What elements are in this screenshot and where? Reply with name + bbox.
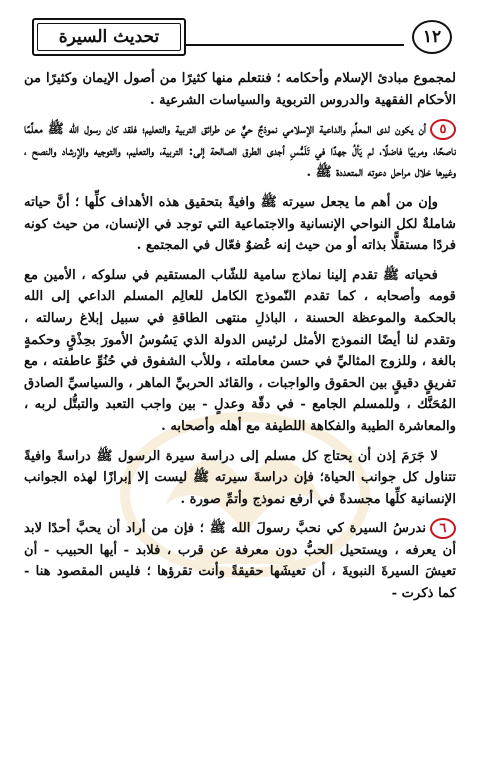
point-number-marker: ٥ [430,119,456,140]
paragraph-4 [24,265,456,438]
page-number: ١٢ [412,20,452,54]
paragraph-5 [24,446,456,511]
paragraph-1 [24,68,456,111]
paragraph-text: أن يكون لدى المعلِّم والداعية الإسلامي نموذجٌ حيٌّ عن طرائق التربية والتعليم؛ فلقد كان رسول الله ﷺ معلِّمًا ناصحًا، ومربيًا فاضلًا، لم يَألُ جهدًا في تَلَمُّسِ أجدى الطرق الصالحة إلى: التربية، والتعليم، والتوجيه والإرشاد والنصح ، وغيرها خلال مراحل دعوته المتعددة ﷺ . [24,122,456,181]
paragraph-2 [24,119,456,184]
point-number-marker: ٦ [430,518,456,539]
paragraph-text: لمجموع مبادئ الإسلام وأحكامه ؛ فنتعلم منها كثيرًا من أصول الإيمان وكثيرًا من الأحكام الفقهية والدروس التربوية والسياسات الشرعية . [24,71,456,108]
running-title-text: تحديث السيرة [58,27,160,47]
paragraph-6 [24,518,456,604]
page-body [24,68,456,613]
paragraph-text: لا جَرَمَ إذن أن يحتاج كل مسلم إلى دراسة سيرة الرسول ﷺ دراسةً وافيةً تتناول كل جوانب الحياة؛ فإن دراسةَ سيرته ﷺ ليست إلا إبرازًا لهذه الجوانب الإنسانية كلِّها مجسدةً في أرفع نموذج وأتمِّ صورة . [24,448,456,507]
paragraph-text: ندرسُ السيرة كي نحبَّ رسولَ الله ﷺ ؛ فإن من أراد أن يحبَّ أحدًا لابد أن يعرفه ، ويستحيل الحبُّ دون معرفة عن قرب ، فلابد - أيها الحبيب - أن تعيشَ السيرةَ النبويةَ ، أن تعيشَها حقيقةً وأنت تقرؤها ؛ فليس المقصود هنا - كما ذكرت - [24,521,456,602]
paragraph-text: فحياته ﷺ تقدم إلينا نماذج سامية للشّاب المستقيم في سلوكه ، الأمين مع قومه وأصحابه ، كما تقدم النّموذج الكامل للعالِم المسلم الداعي إلى الله بالحكمة والموعظة الحسنة ، الباذلِ منتهى الطاقةِ في سبيل إبلاغ رسالته ، وتقدم لنا أيضًا النموذج الأمثل لرئيس الدولة الذي يَسُوسُ الأمورَ بحِذْقٍ وحكمةٍ بالغة ، وللزوج المثاليِّ في حسن معاملته ، وللأب الشفوق في حُنُوِّ عاطفته ، مع تفريقٍ دقيقٍ بين الحقوق والواجبات ، والقائد الحربيِّ الماهر ، والسياسيِّ الصادق المُحَنَّك ، وللمسلم الجامع - في دقّة وعدلٍ - بين واجب التعبد والتبتُّل لربه ، والمعاشرة الطيبة والفكاهة اللطيفة مع أهله وأصحابه . [24,267,456,434]
paragraph-text: وإن من أهم ما يجعل سيرته ﷺ وافيةً بتحقيق هذه الأهداف كلِّها ؛ أنَّ حياته شاملةٌ لكل النواحي الإنسانية والاجتماعية التي توجد في الإنسان، من حيث كونه فردًا مستقلًّا بذاته أو من حيث إنه عُضوٌ فعّال في المجتمع . [24,194,456,254]
page-header [16,18,464,56]
running-title [32,18,186,56]
paragraph-3 [24,192,456,257]
